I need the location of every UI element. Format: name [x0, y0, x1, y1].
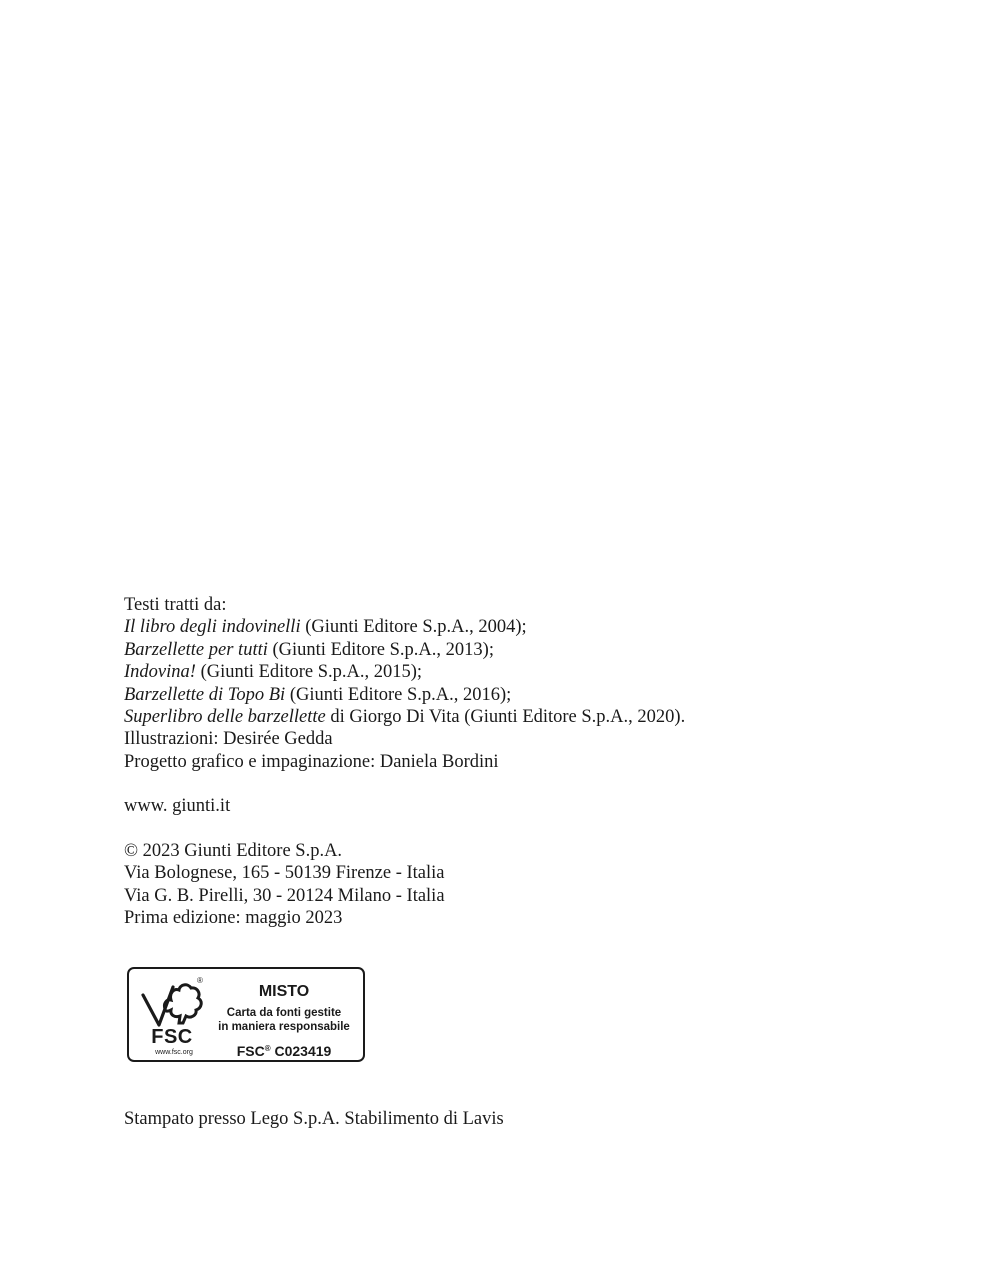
fsc-description — [209, 1007, 359, 1034]
source-title: Superlibro delle barzellette — [124, 707, 326, 728]
copyright-notice: © 2023 Giunti Editore S.p.A. — [124, 841, 343, 861]
printer-block — [124, 1108, 504, 1130]
copyright-block — [124, 840, 445, 930]
fsc-registered-mark: ® — [197, 976, 203, 985]
source-line — [124, 661, 685, 683]
fsc-misto-label: MISTO — [258, 983, 310, 1000]
source-line — [124, 639, 685, 661]
fsc-label — [127, 967, 365, 1062]
address-milan: Via G. B. Pirelli, 30 - 20124 Milano - Italia — [124, 885, 445, 906]
source-details: (Giunti Editore S.p.A., 2016); — [285, 684, 512, 705]
credits-block — [124, 594, 685, 773]
source-title: Indovina! — [124, 662, 196, 683]
design-credit: Progetto grafico e impaginazione: Daniela Bordini — [124, 751, 499, 772]
source-details: (Giunti Editore S.p.A., 2004); — [300, 617, 527, 638]
source-details: (Giunti Editore S.p.A., 2015); — [195, 662, 423, 683]
fsc-code-mark: ® — [264, 1044, 271, 1053]
website-text: www. giunti.it — [124, 796, 231, 816]
edition-date: Prima edizione: maggio 2023 — [124, 908, 343, 929]
fsc-logo-word: FSC — [151, 1026, 193, 1048]
fsc-code-number: C023419 — [270, 1043, 332, 1059]
source-title: Il libro degli indovinelli — [124, 617, 301, 638]
source-title: Barzellette per tutti — [124, 639, 268, 660]
address-florence: Via Bolognese, 165 - 50139 Firenze - Italia — [124, 863, 445, 884]
printer-credit: Stampato presso Lego S.p.A. Stabilimento di Lavis — [124, 1109, 504, 1129]
source-title: Barzellette di Topo Bi — [124, 684, 286, 705]
credits-heading: Testi tratti da: — [124, 595, 227, 615]
fsc-description-line: Carta da fonti gestite — [226, 1007, 342, 1019]
source-details: di Giorgo Di Vita (Giunti Editore S.p.A., 2020). — [325, 707, 686, 728]
source-line — [124, 684, 685, 706]
source-details: (Giunti Editore S.p.A., 2013); — [267, 639, 494, 660]
fsc-logo-url: www.fsc.org — [155, 1049, 193, 1056]
fsc-code-prefix: FSC — [236, 1043, 265, 1059]
source-line — [124, 616, 685, 638]
fsc-license-code — [209, 1041, 359, 1059]
website-url — [124, 795, 230, 817]
fsc-description-line: in maniera responsabile — [218, 1020, 350, 1033]
illustrations-credit: Illustrazioni: Desirée Gedda — [124, 729, 333, 750]
source-line — [124, 706, 685, 728]
fsc-logo — [137, 973, 207, 1057]
